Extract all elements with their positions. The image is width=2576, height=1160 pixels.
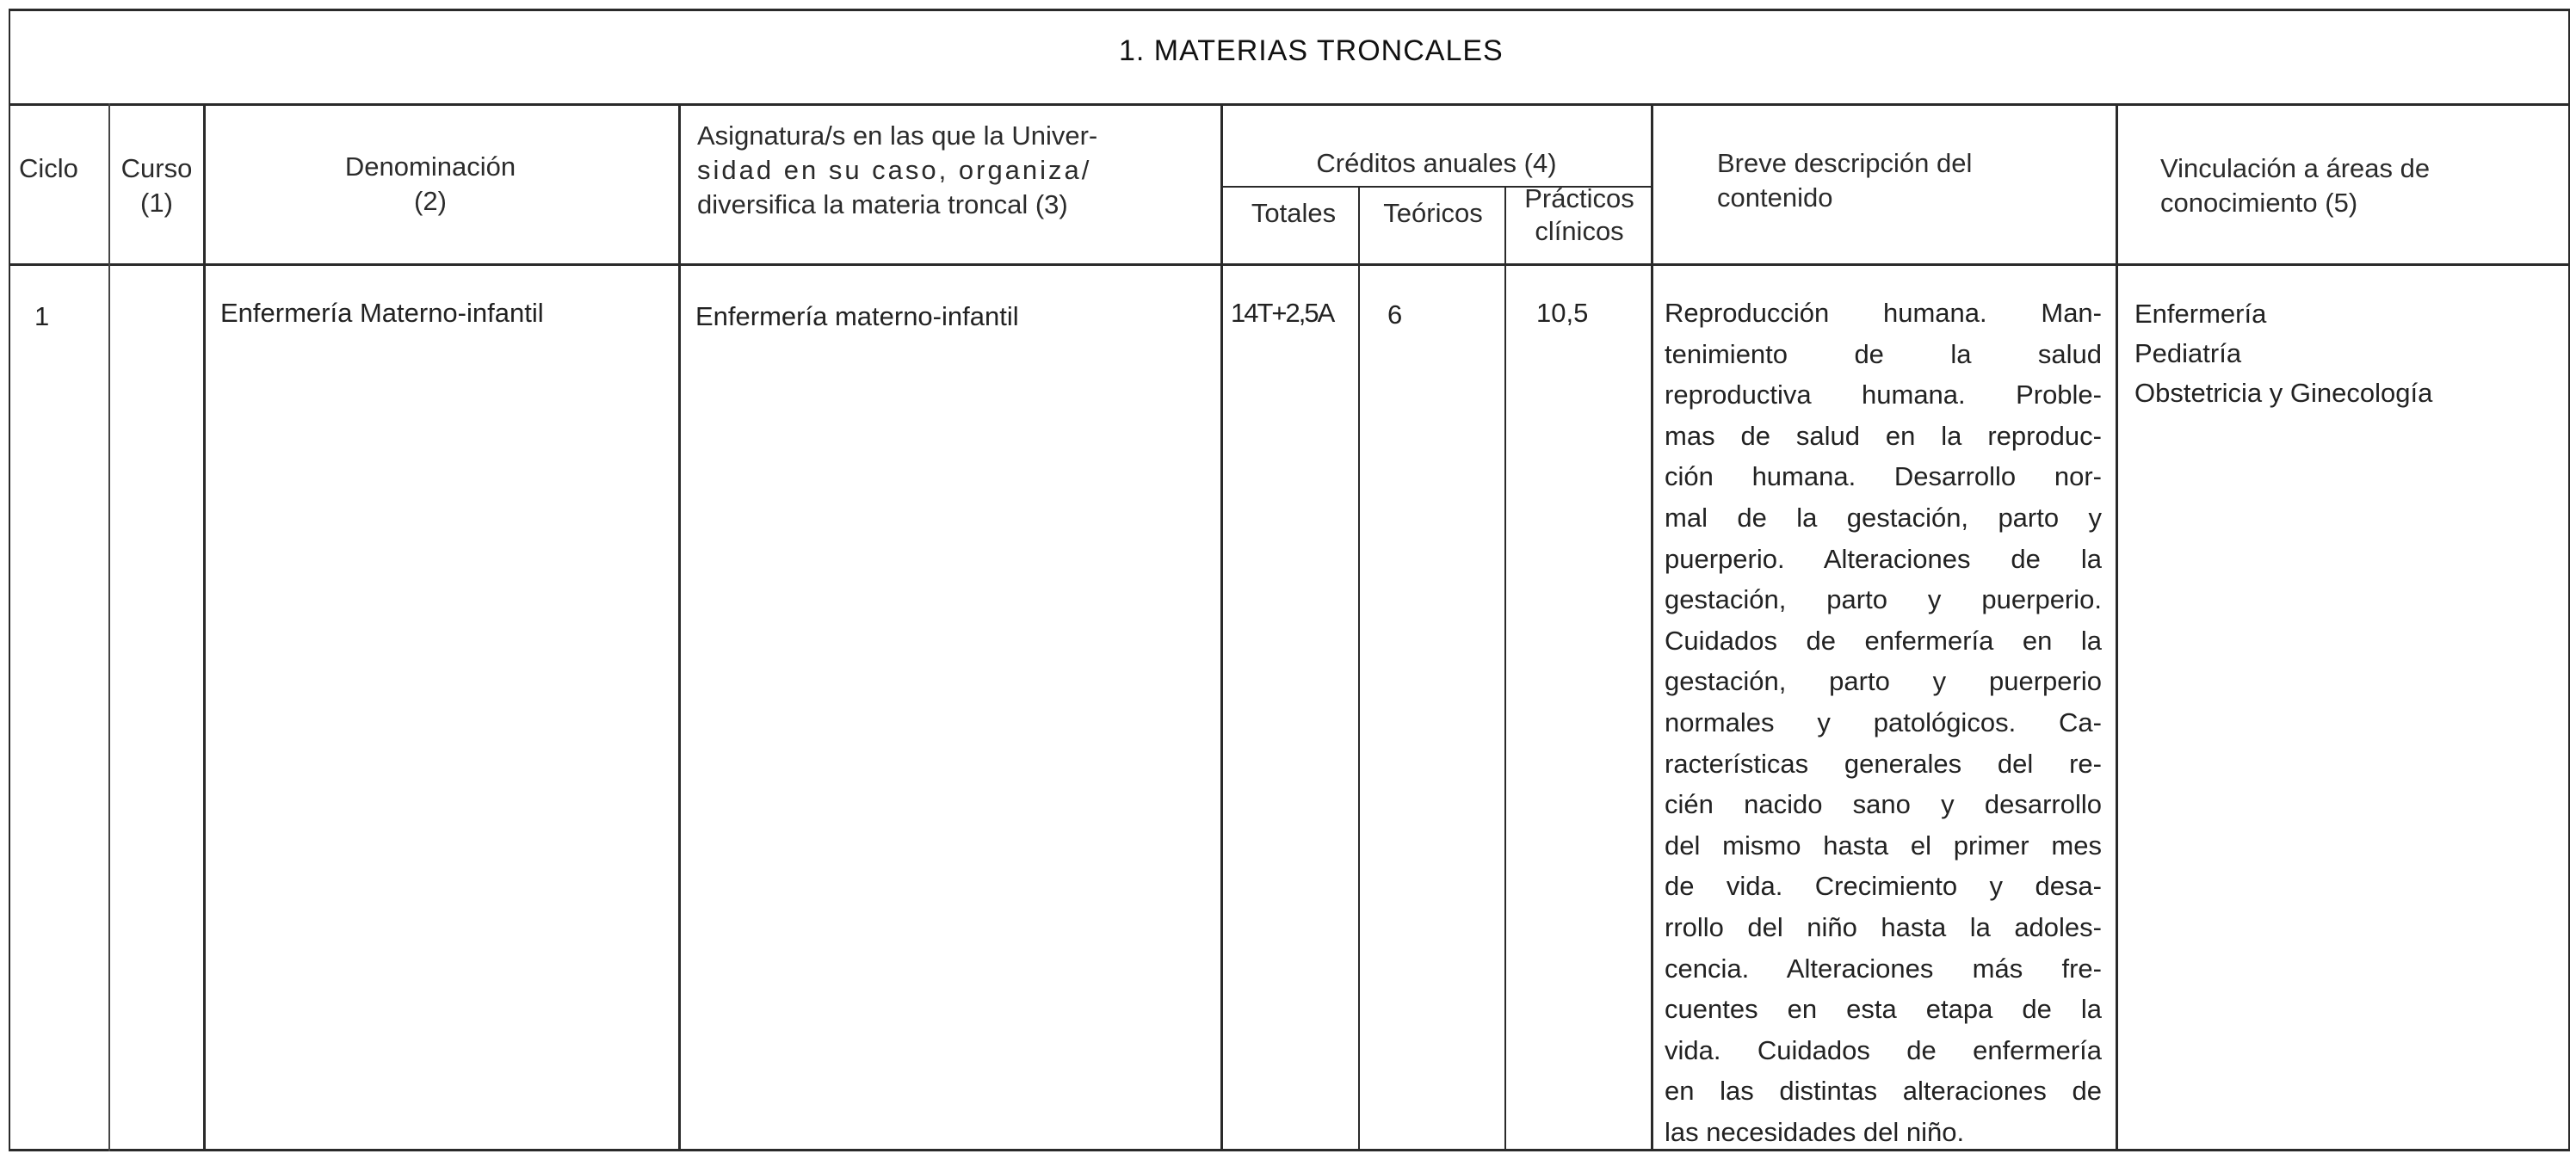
header-practicos-line2: clínicos	[1535, 216, 1624, 246]
desc-line: reproductiva humana. Proble-	[1665, 379, 2102, 410]
header-denominacion-note: (2)	[414, 186, 447, 216]
col-divider-denominacion	[678, 103, 681, 1151]
desc-line: rrollo del niño hasta la adoles-	[1665, 911, 2102, 942]
header-denominacion	[258, 150, 602, 219]
desc-line: gestación, parto y puerperio.	[1665, 584, 2102, 615]
title-bottom-rule	[9, 103, 2570, 106]
cell-ciclo: 1	[34, 301, 50, 331]
desc-line: vida. Cuidados de enfermería	[1665, 1034, 2102, 1065]
col-divider-asignaturas	[1220, 103, 1223, 1151]
col-divider-descripcion	[2116, 103, 2118, 1151]
desc-line: en las distintas alteraciones de	[1665, 1076, 2102, 1107]
header-vinculacion-line2: conocimiento (5)	[2160, 188, 2358, 218]
header-denominacion-label: Denominación	[344, 151, 516, 182]
header-descripcion	[1717, 146, 2096, 215]
desc-line: normales y patológicos. Ca-	[1665, 706, 2102, 737]
cell-totales: 14T+2,5A	[1231, 298, 1334, 328]
vinculacion-area: Pediatría	[2134, 338, 2242, 368]
cell-asignatura: Enfermería materno-infantil	[695, 301, 1019, 331]
section-title: 1. MATERIAS TRONCALES	[1119, 34, 1504, 67]
desc-line: las necesidades del niño.	[1665, 1116, 1965, 1147]
desc-line: Cuidados de enfermería en la	[1665, 625, 2102, 656]
desc-line: Reproducción humana. Man-	[1665, 298, 2102, 328]
header-descripcion-line1: Breve descripción del	[1717, 148, 1973, 178]
header-ciclo: Ciclo	[19, 153, 78, 183]
header-vinculacion-line1: Vinculación a áreas de	[2160, 153, 2431, 183]
desc-line: cencia. Alteraciones más fre-	[1665, 953, 2102, 984]
desc-line: del mismo hasta el primer mes	[1665, 830, 2102, 861]
header-vinculacion	[2160, 151, 2565, 220]
desc-line: mas de salud en la reproduc-	[1665, 420, 2102, 451]
cell-vinculacion	[2134, 294, 2556, 413]
header-bottom-rule	[9, 263, 2570, 266]
cell-teoricos: 6	[1387, 299, 1403, 330]
desc-line: mal de la gestación, parto y	[1665, 502, 2102, 533]
col-divider-curso	[203, 103, 206, 1151]
header-asignaturas-line1: Asignatura/s en las que la Univer-	[697, 120, 1098, 151]
desc-line: de vida. Crecimiento y desa-	[1665, 871, 2102, 902]
header-asignaturas-line2: sidad en su caso, organiza/	[697, 155, 1092, 185]
cell-denominacion: Enfermería Materno-infantil	[220, 298, 544, 328]
header-curso-label: Curso	[120, 153, 193, 183]
col-divider-teoricos	[1504, 188, 1506, 1151]
desc-line: puerperio. Alteraciones de la	[1665, 543, 2102, 574]
header-creditos: Créditos anuales (4)	[1316, 148, 1557, 178]
header-totales-label: Totales	[1251, 198, 1337, 228]
header-asignaturas-line3: diversifica la materia troncal (3)	[697, 189, 1068, 219]
desc-line: ción humana. Desarrollo nor-	[1665, 461, 2102, 492]
vinculacion-area: Enfermería	[2134, 299, 2267, 329]
col-divider-creditos	[1651, 103, 1653, 1151]
desc-line: racterísticas generales del re-	[1665, 748, 2102, 779]
header-descripcion-line2: contenido	[1717, 182, 1833, 213]
cell-practicos: 10,5	[1536, 298, 1589, 328]
header-curso	[110, 151, 203, 220]
cell-descripcion	[1665, 293, 2102, 1152]
header-practicos-line1: Prácticos	[1524, 183, 1634, 213]
desc-line: tenimiento de la salud	[1665, 338, 2102, 369]
header-curso-note: (1)	[140, 188, 173, 218]
desc-line: cién nacido sano y desarrollo	[1665, 789, 2102, 820]
vinculacion-area: Obstetricia y Ginecología	[2134, 378, 2433, 408]
header-asignaturas	[697, 119, 1205, 222]
col-divider-ciclo	[108, 103, 110, 1151]
desc-line: gestación, parto y puerperio	[1665, 666, 2102, 697]
header-teoricos: Teóricos	[1383, 198, 1483, 228]
header-practicos	[1508, 182, 1651, 248]
desc-line: cuentes en esta etapa de la	[1665, 994, 2102, 1025]
col-divider-totales	[1358, 188, 1360, 1151]
